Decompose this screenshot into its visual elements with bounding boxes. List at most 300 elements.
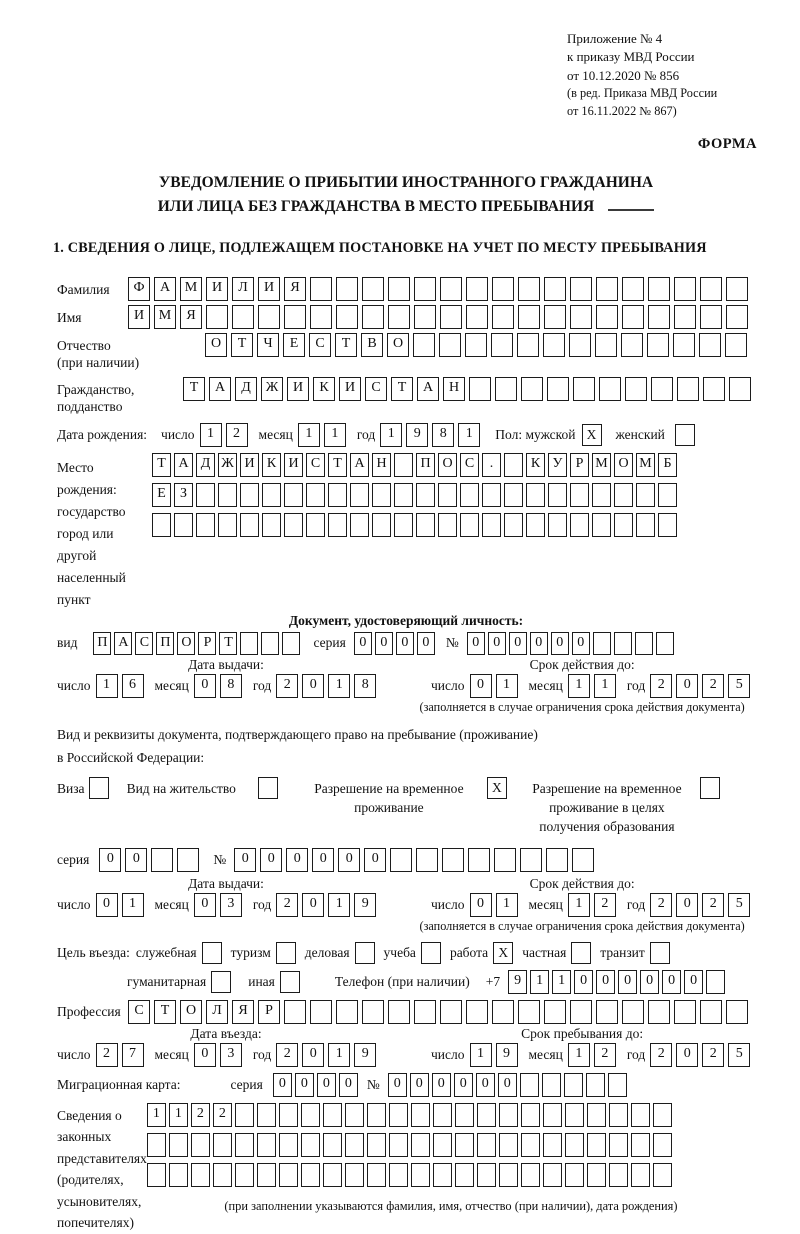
char-cell: М [636,453,655,477]
appendix-block [567,30,767,120]
char-cell: 8 [220,674,242,698]
char-cell [636,483,655,507]
purpose-humanitarian-checkbox [211,971,231,993]
temp-residence-education-checkbox [700,777,720,799]
char-cell: А [209,377,231,401]
char-cell [593,632,611,655]
char-cell: Ф [128,277,150,301]
phone-label: Телефон (при наличии) [334,973,470,989]
migration-number-label: № [366,1076,380,1092]
char-cell: 0 [260,848,282,872]
char-cell [499,1133,518,1157]
char-cell [504,483,523,507]
char-cell [492,277,514,301]
char-cell [466,305,488,329]
char-cell: О [614,453,633,477]
char-cell [547,377,569,401]
issue-date-group [57,674,395,698]
char-cell: С [306,453,325,477]
char-cell [394,483,413,507]
char-cell: 0 [396,632,414,655]
appendix-line: к приказу МВД России [567,49,695,65]
char-cell [636,513,655,537]
char-cell [614,632,632,655]
char-cell [310,1000,332,1024]
char-cell: И [287,377,309,401]
char-cell [587,1163,606,1187]
char-cell [191,1163,210,1187]
char-cell [482,483,501,507]
char-cell: Я [232,1000,254,1024]
char-cell: 7 [122,1043,144,1067]
purpose-tourism: туризм [231,942,296,964]
char-cell: 0 [454,1073,473,1097]
char-cell: 0 [662,970,681,994]
representatives-block [57,1103,755,1234]
birth-place-cells-2 [152,483,680,507]
char-cell [310,305,332,329]
char-cell: 0 [286,848,308,872]
char-cell [416,483,435,507]
doc-number-label: № [445,635,459,651]
char-cell [414,277,436,301]
residence-intro-line1: Вид и реквизиты документа, подтверждающего право на пребывание (проживание) [57,726,538,742]
temp-residence-label: Разрешение на временное проживание [314,780,464,815]
purpose-official-checkbox [202,942,222,964]
char-cell: 9 [496,1043,518,1067]
month-label: месяц [154,677,189,693]
char-cell: Т [152,453,171,477]
char-cell [725,333,747,357]
birth-place-rows [152,453,680,537]
char-cell [653,1103,672,1127]
entry-dates [57,1026,755,1067]
residence-permit-label: Вид на жительство [126,780,236,796]
residence-options [57,776,755,836]
char-cell [466,277,488,301]
char-cell [570,513,589,537]
char-cell [169,1163,188,1187]
char-cell [336,305,358,329]
char-cell: 0 [467,632,485,655]
char-cell [414,1000,436,1024]
char-cell: О [177,632,195,655]
char-cell [546,848,568,872]
birth-place-label: Место рождения: государство город или другой населенный пункт [57,459,126,607]
char-cell: Б [658,453,677,477]
char-cell [492,1000,514,1024]
residence-valid-month-cells [568,893,620,917]
birth-date-group [161,423,491,447]
char-cell: 1 [380,423,402,447]
month-label: месяц [528,677,563,693]
day-label: число [431,896,465,912]
purpose-tourism-checkbox [276,942,296,964]
char-cell: С [460,453,479,477]
char-cell: Л [206,1000,228,1024]
char-cell [518,277,540,301]
char-cell [282,632,300,655]
char-cell [726,277,748,301]
char-cell: 2 [276,674,298,698]
valid-until-header: Срок действия до: [529,875,635,891]
expiry-note: (заполняется в случае ограничения срока действия документа) [419,699,745,714]
residence-series-row [57,848,755,872]
gender-female-label: женский [615,426,665,442]
char-cell: 2 [650,893,672,917]
char-cell [587,1103,606,1127]
char-cell [257,1133,276,1157]
char-cell [440,277,462,301]
phone-cells [508,970,728,994]
char-cell [367,1103,386,1127]
char-cell [433,1163,452,1187]
char-cell [586,1073,605,1097]
char-cell [570,305,592,329]
char-cell [258,305,280,329]
char-cell: П [156,632,174,655]
entry-year-cells [276,1043,380,1067]
year-label: год [626,1046,646,1062]
char-cell [651,377,673,401]
stay-day-cells [470,1043,522,1067]
char-cell [301,1133,320,1157]
month-label: месяц [528,1046,563,1062]
char-cell: 2 [96,1043,118,1067]
char-cell [565,1103,584,1127]
month-label: месяц [258,426,293,442]
char-cell [235,1103,254,1127]
char-cell: 0 [618,970,637,994]
char-cell [235,1133,254,1157]
char-cell: Е [283,333,305,357]
char-cell: 0 [410,1073,429,1097]
patronymic-row [57,333,755,371]
char-cell: Я [180,305,202,329]
identity-doc-heading: Документ, удостоверяющий личность: [288,612,524,628]
char-cell [455,1103,474,1127]
char-cell [414,305,436,329]
char-cell [518,1000,540,1024]
char-cell [284,513,303,537]
char-cell [257,1103,276,1127]
given-name-label: Имя [57,309,82,325]
char-cell: Ч [257,333,279,357]
title-blank-line [608,197,654,211]
char-cell [520,1073,539,1097]
char-cell [565,1163,584,1187]
citizenship-label: Гражданство, подданство [57,381,135,414]
char-cell [570,483,589,507]
birth-day-cells [200,423,252,447]
char-cell [240,632,258,655]
char-cell: О [205,333,227,357]
char-cell [542,1073,561,1097]
char-cell [526,513,545,537]
char-cell: 0 [640,970,659,994]
char-cell: 1 [169,1103,188,1127]
residence-series-label: серия [57,851,90,867]
char-cell: Т [154,1000,176,1024]
char-cell: А [350,453,369,477]
char-cell: 1 [568,893,590,917]
char-cell [240,483,259,507]
char-cell: Н [372,453,391,477]
title-line2: ИЛИ ЛИЦА БЕЗ ГРАЖДАНСТВА В МЕСТО ПРЕБЫВАНИЯ [57,195,755,218]
char-cell [147,1133,166,1157]
char-cell [595,333,617,357]
char-cell: К [313,377,335,401]
char-cell: 0 [194,893,216,917]
char-cell [232,305,254,329]
gender-male-label: Пол: мужской [495,426,576,442]
char-cell: Т [183,377,205,401]
purpose-other-checkbox [280,971,300,993]
char-cell [544,1000,566,1024]
expiry-note: (заполняется в случае ограничения срока действия документа) [419,918,745,933]
citizenship-cells [183,377,755,401]
char-cell: 1 [552,970,571,994]
char-cell [394,453,413,477]
birth-month-cells [298,423,350,447]
char-cell: 0 [574,970,593,994]
given-name-cells [128,305,752,329]
char-cell: С [128,1000,150,1024]
char-cell [261,632,279,655]
year-label: год [626,896,646,912]
char-cell [526,483,545,507]
char-cell: С [365,377,387,401]
char-cell [543,1133,562,1157]
char-cell [544,305,566,329]
char-cell [257,1163,276,1187]
char-cell [416,848,438,872]
char-cell: Я [284,277,306,301]
char-cell: 1 [147,1103,166,1127]
doc-kind-label: вид [57,635,78,651]
char-cell: 0 [375,632,393,655]
char-cell [388,277,410,301]
char-cell: А [154,277,176,301]
char-cell [438,513,457,537]
char-cell [543,333,565,357]
char-cell [336,1000,358,1024]
purpose-business-checkbox [355,942,375,964]
char-cell: П [93,632,111,655]
char-cell [518,305,540,329]
char-cell: 2 [191,1103,210,1127]
purpose-work: работа X [450,942,513,964]
char-cell: И [128,305,150,329]
char-cell: 0 [302,893,324,917]
entry-date-group [57,1043,395,1067]
char-cell: 0 [125,848,147,872]
char-cell [609,1133,628,1157]
char-cell: 1 [594,674,616,698]
temp-residence-checkbox: X [487,777,507,799]
char-cell [413,333,435,357]
char-cell: 2 [650,674,672,698]
char-cell [438,483,457,507]
char-cell [491,333,513,357]
char-cell: Д [196,453,215,477]
char-cell [460,513,479,537]
char-cell: 0 [339,1073,358,1097]
char-cell [658,483,677,507]
edition-line: от 16.11.2022 № 867) [567,103,677,118]
representatives-cells-1 [147,1103,675,1127]
representatives-cells-3 [147,1163,675,1187]
char-cell [647,333,669,357]
char-cell [306,483,325,507]
char-cell: 2 [226,423,248,447]
char-cell [372,483,391,507]
char-cell [674,277,696,301]
char-cell: Ж [261,377,283,401]
valid-until-group [403,674,761,698]
char-cell [455,1163,474,1187]
char-cell [587,1133,606,1157]
birth-date-label: Дата рождения: [57,426,148,442]
char-cell: 0 [302,674,324,698]
char-cell [151,848,173,872]
char-cell: К [262,453,281,477]
char-cell: В [361,333,383,357]
day-label: число [57,1046,91,1062]
doc-valid-month-cells [568,674,620,698]
char-cell: 0 [312,848,334,872]
char-cell [279,1163,298,1187]
stay-until-group [403,1043,761,1067]
char-cell [323,1103,342,1127]
char-cell: Л [232,277,254,301]
char-cell [240,513,259,537]
migration-number-cells [388,1073,630,1097]
surname-label: Фамилия [57,281,110,297]
char-cell: . [482,453,501,477]
identity-doc-dates [57,657,755,715]
char-cell: 0 [470,893,492,917]
char-cell: 2 [213,1103,232,1127]
char-cell: 1 [200,423,222,447]
char-cell [703,377,725,401]
char-cell [622,305,644,329]
char-cell: А [417,377,439,401]
char-cell [658,513,677,537]
char-cell [411,1103,430,1127]
char-cell: 1 [568,1043,590,1067]
char-cell: 0 [470,674,492,698]
char-cell [608,1073,627,1097]
residence-number-label: № [213,851,227,867]
char-cell [442,848,464,872]
purpose-row-1 [57,942,755,964]
char-cell [544,277,566,301]
char-cell: Т [219,632,237,655]
patronymic-cells [205,333,751,357]
year-label: год [252,677,272,693]
purpose-business: деловая [305,942,375,964]
char-cell [439,333,461,357]
male-checkbox: X [582,424,602,446]
char-cell [653,1133,672,1157]
purpose-private-checkbox [571,942,591,964]
char-cell [596,305,618,329]
char-cell [726,305,748,329]
char-cell: О [387,333,409,357]
char-cell [482,513,501,537]
residence-issue-day-cells [96,893,148,917]
char-cell [570,1000,592,1024]
char-cell [631,1133,650,1157]
char-cell: 0 [96,893,118,917]
char-cell: 0 [676,1043,698,1067]
day-label: число [57,677,91,693]
purpose-humanitarian: гуманитарная [127,971,231,993]
char-cell: 0 [476,1073,495,1097]
char-cell [310,277,332,301]
char-cell: 0 [530,632,548,655]
char-cell: 0 [551,632,569,655]
surname-cells [128,277,752,301]
char-cell: 1 [496,893,518,917]
char-cell [656,632,674,655]
char-cell: И [339,377,361,401]
char-cell [520,848,542,872]
entry-month-cells [194,1043,246,1067]
char-cell: 0 [417,632,435,655]
char-cell: 1 [122,893,144,917]
char-cell [570,277,592,301]
birth-place-cells-1 [152,453,680,477]
char-cell: 6 [122,674,144,698]
char-cell: 1 [496,674,518,698]
day-label: число [57,896,91,912]
residence-doc-dates [57,876,755,934]
char-cell: 2 [594,1043,616,1067]
residence-intro-line2: в Российской Федерации: [57,749,205,765]
char-cell [673,333,695,357]
purpose-study-checkbox [421,942,441,964]
char-cell [499,1163,518,1187]
char-cell [700,1000,722,1024]
char-cell [622,1000,644,1024]
char-cell [345,1163,364,1187]
char-cell [572,848,594,872]
char-cell: 1 [470,1043,492,1067]
char-cell [674,1000,696,1024]
residence-valid-group [403,893,761,917]
char-cell [592,513,611,537]
char-cell: 2 [276,893,298,917]
char-cell: У [548,453,567,477]
char-cell: И [206,277,228,301]
char-cell: 5 [728,1043,750,1067]
char-cell [700,277,722,301]
char-cell [466,1000,488,1024]
residence-number-cells [234,848,598,872]
char-cell: 0 [684,970,703,994]
char-cell [279,1103,298,1127]
char-cell [394,513,413,537]
char-cell [213,1133,232,1157]
char-cell [504,513,523,537]
char-cell: 0 [338,848,360,872]
char-cell: 1 [530,970,549,994]
char-cell: И [284,453,303,477]
char-cell: 2 [702,674,724,698]
temp-residence-option [300,776,507,817]
